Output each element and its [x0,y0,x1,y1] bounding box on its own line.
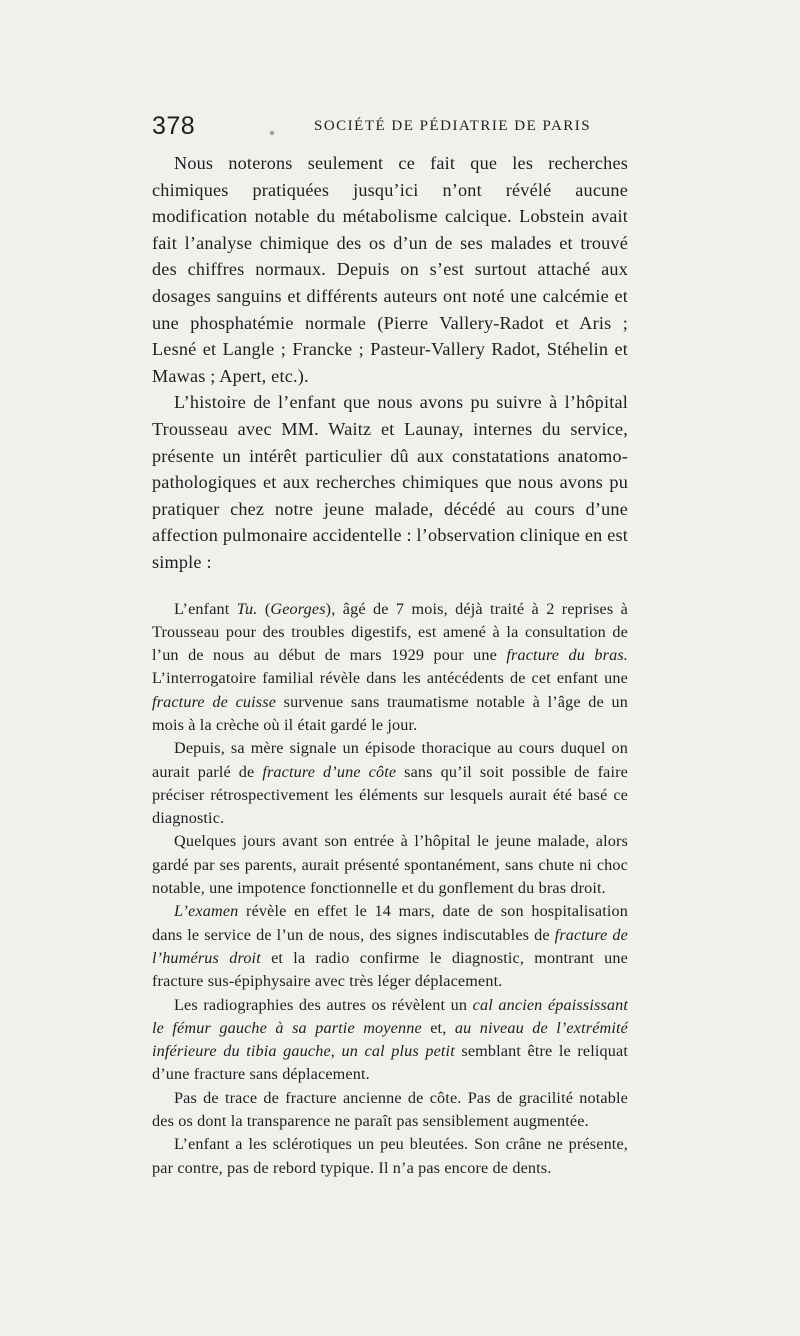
body-text [152,150,628,1180]
clinical-observation [152,598,628,1180]
patient-name: Tu. [236,599,258,618]
page-number: 378 [152,112,196,140]
observation-paragraph: L’examen révèle en effet le 14 mars, date de son hospitalisation dans le service de l’un de nous, des signes indiscutables de fracture de l’humérus droit et la radio confirme le diagnostic, montrant une fracture sus-épiphysaire avec très léger déplacement. [152,902,628,991]
page-header [152,112,620,142]
paragraph: L’histoire de l’enfant que nous avons pu suivre à l’hôpital Trousseau avec MM. Waitz et Launay, internes du service, présente un intérêt particulier dû aux constatations anatomo-pathologiques et aux recherches chimiques que nous avons pu pratiquer chez notre jeune malade, décédé au cours d’une affection pulmonaire accidentelle : l’observation clinique en est simple : [152,392,628,572]
main-text [152,150,628,576]
observation-paragraph: Depuis, sa mère signale un épisode thoracique au cours duquel on aurait parlé de fracture d’une côte sans qu’il soit possible de faire préciser rétrospectivement les éléments sur lesquels aurait été basé ce diagnostic. [152,739,628,828]
patient-first-name: Georges [270,599,326,618]
observation-paragraph: Quelques jours avant son entrée à l’hôpital le jeune malade, alors gardé par ses parents, aurait présenté spontanément, sans chute ni choc notable, une impotence fonctionnelle et du gonflement du bras droit. [152,832,628,898]
paragraph: Nous noterons seulement ce fait que les recherches chimiques pratiquées jusqu’ici n’ont révélé aucune modification notable du métabolisme calcique. Lobstein avait fait l’analyse chimique des os d’un de ses malades et trouvé des chiffres normaux. Depuis on s’est surtout attaché aux dosages sanguins et différents auteurs ont noté une calcémie et une phosphatémie normale (Pierre Vallery-Radot et Aris ; Lesné et Langle ; Francke ; Pasteur-Vallery Radot, Stéhelin et Mawas ; Apert, etc.). [152,153,628,386]
observation-paragraph: Pas de trace de fracture ancienne de côte. Pas de gracilité notable des os dont la transparence ne paraît pas sensiblement augmentée. [152,1088,628,1131]
observation-paragraph: L’enfant Tu. (Georges), âgé de 7 mois, déjà traité à 2 reprises à Trousseau pour des troubles digestifs, est amené à la consultation de l’un de nous au début de mars 1929 pour une fracture du bras. L’interrogatoire familial révèle dans les antécédents de cet enfant une fracture de cuisse survenue sans traumatisme notable à l’âge de un mois à la crèche où il était gardé le jour. [152,599,628,734]
print-speck [270,131,274,135]
observation-paragraph: Les radiographies des autres os révèlent un cal ancien épaississant le fémur gauche à sa partie moyenne et, au niveau de l’extrémité inférieure du tibia gauche, un cal plus petit semblant être le reliquat d’une fracture sans déplacement. [152,995,629,1084]
running-title: SOCIÉTÉ DE PÉDIATRIE DE PARIS [314,118,592,134]
observation-paragraph: L’enfant a les sclérotiques un peu bleutées. Son crâne ne présente, par contre, pas de rebord typique. Il n’a pas encore de dents. [152,1135,628,1177]
